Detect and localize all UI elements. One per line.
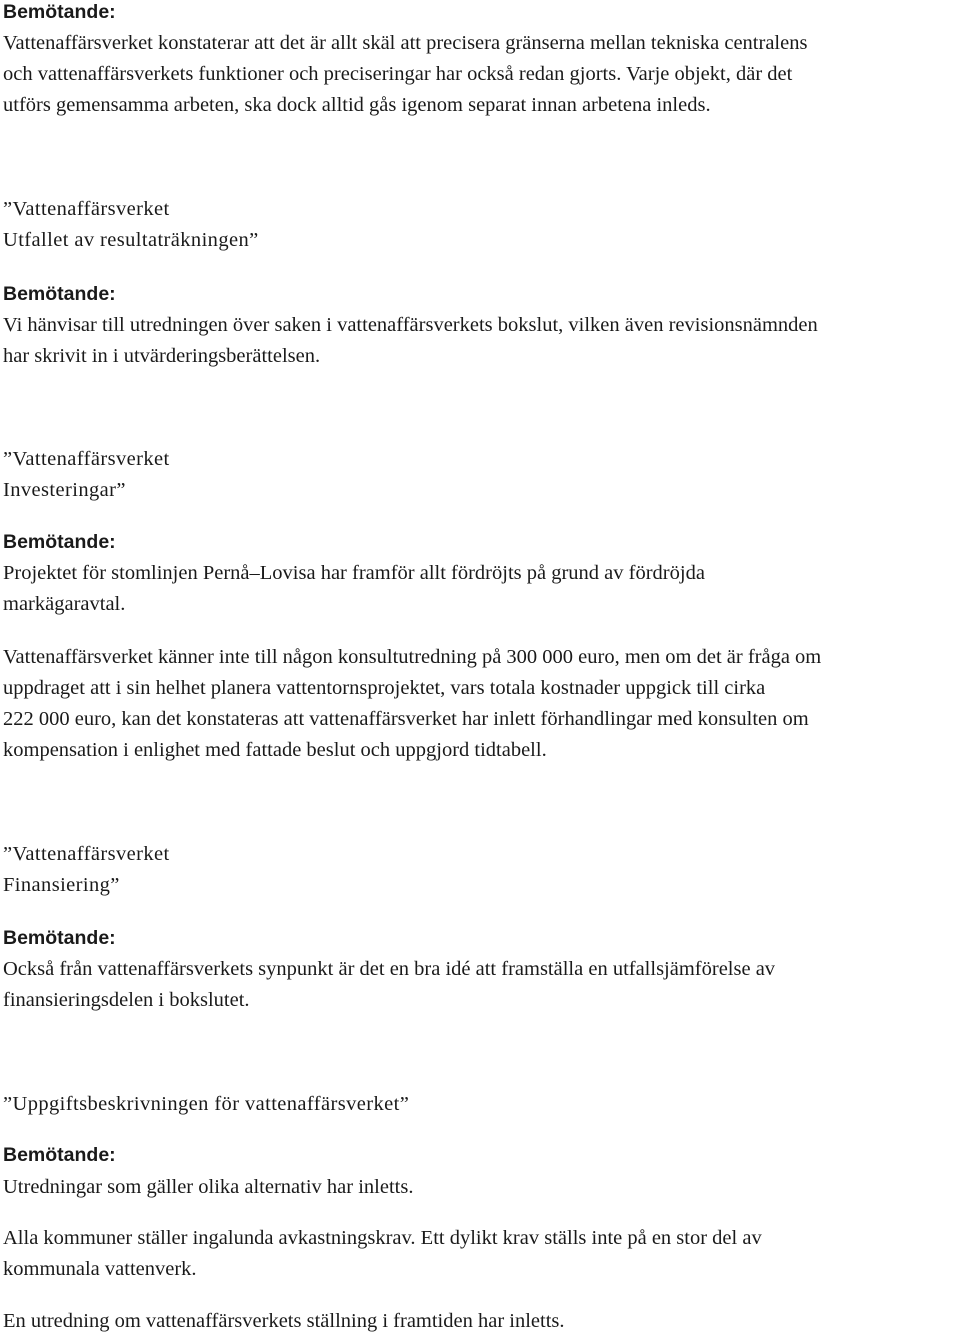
quoted-heading: Finansiering”	[3, 874, 120, 896]
response-label: Bemötande:	[3, 1, 116, 23]
quoted-heading: Investeringar”	[3, 479, 126, 501]
response-label: Bemötande:	[3, 531, 116, 553]
body-text-line: finansieringsdelen i bokslutet.	[3, 989, 250, 1011]
response-label: Bemötande:	[3, 283, 116, 305]
quoted-heading: ”Vattenaffärsverket	[3, 448, 170, 470]
body-text-line: har skrivit in i utvärderingsberättelsen.	[3, 345, 321, 367]
body-text-line: kompensation i enlighet med fattade beslut och uppgjord tidtabell.	[3, 739, 547, 761]
body-text-line: Alla kommuner ställer ingalunda avkastningskrav. Ett dylikt krav ställs inte på en stor del av	[3, 1227, 762, 1249]
quoted-heading: ”Uppgiftsbeskrivningen för vattenaffärsverket”	[3, 1093, 410, 1115]
response-label: Bemötande:	[3, 1144, 116, 1166]
quoted-heading: ”Vattenaffärsverket	[3, 198, 170, 220]
body-text-line: En utredning om vattenaffärsverkets ställning i framtiden har inletts.	[3, 1310, 565, 1332]
body-text-line: 222 000 euro, kan det konstateras att vattenaffärsverket har inlett förhandlingar med konsulten om	[3, 708, 809, 730]
body-text-line: Utredningar som gäller olika alternativ har inletts.	[3, 1176, 414, 1198]
body-text-line: Projektet för stomlinjen Pernå–Lovisa har framför allt fördröjts på grund av fördröjda	[3, 562, 705, 584]
response-label: Bemötande:	[3, 927, 116, 949]
quoted-heading: Utfallet av resultaträkningen”	[3, 229, 259, 251]
body-text-line: kommunala vattenverk.	[3, 1258, 197, 1280]
quoted-heading: ”Vattenaffärsverket	[3, 843, 170, 865]
body-text-line: Också från vattenaffärsverkets synpunkt är det en bra idé att framställa en utfallsjämförelse av	[3, 958, 776, 980]
body-text-line: Vattenaffärsverket känner inte till någon konsultutredning på 300 000 euro, men om det är fråga om	[3, 646, 822, 668]
body-text-line: utförs gemensamma arbeten, ska dock alltid gås igenom separat innan arbetena inleds.	[3, 94, 711, 116]
body-text-line: Vi hänvisar till utredningen över saken i vattenaffärsverkets bokslut, vilken även revisionsnämnden	[3, 314, 818, 336]
body-text-line: uppdraget att i sin helhet planera vattentornsprojektet, vars totala kostnader uppgick till cirka	[3, 677, 766, 699]
body-text-line: Vattenaffärsverket konstaterar att det är allt skäl att precisera gränserna mellan tekniska centralens	[3, 32, 808, 54]
body-text-line: och vattenaffärsverkets funktioner och preciseringar har också redan gjorts. Varje objekt, där det	[3, 63, 793, 85]
body-text-line: markägaravtal.	[3, 593, 126, 615]
